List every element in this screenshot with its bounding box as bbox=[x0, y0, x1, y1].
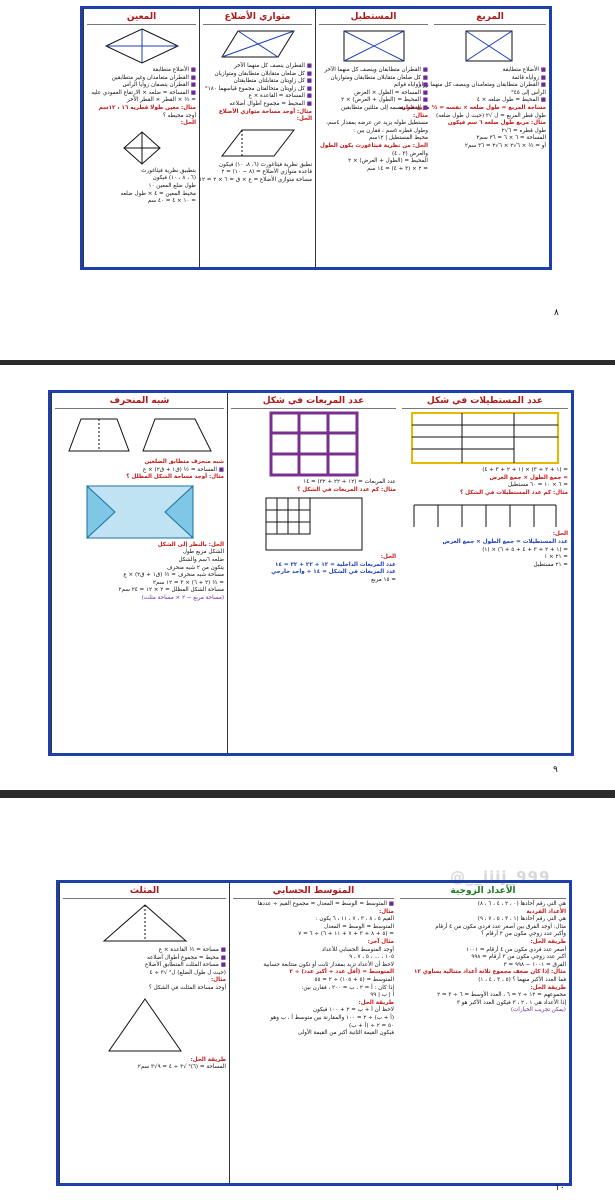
rhombus-figure bbox=[102, 27, 182, 65]
text-line: لاحظ أن أ + ب = ٢ + ١٠٠ فيكون bbox=[313, 1007, 394, 1014]
page-number: ١٠ bbox=[555, 1183, 565, 1193]
text-line: الحل: bbox=[552, 531, 568, 538]
text-line: = جمع الطول × جمع العرض bbox=[489, 474, 568, 481]
text-line: ■ المتوسط = الوسط = المعدل = مجموع القيم ÷ عددها bbox=[233, 901, 394, 909]
text-line: ■ محيط = مجموع أطوال أضلاعه bbox=[63, 955, 226, 963]
text-line: طريقة الحل: bbox=[190, 1056, 226, 1063]
text-line: الحل: bbox=[380, 554, 396, 561]
text-line: طول ضلع المعين ١٠ bbox=[148, 182, 196, 189]
text-line: الحل: من نظرية فيثاغورث يكون الطول bbox=[320, 142, 428, 149]
text-line: أو = ½ × ٦√٢ × ٦√٢ = ٣٦ سم٢ bbox=[464, 142, 546, 149]
page-frame bbox=[80, 6, 552, 270]
text-line: (أ + ب) ÷ ٢ = ١٠٠ والمقارنة بين متوسط أ ، ب وهو bbox=[270, 1014, 394, 1021]
text-line: الحل: bbox=[296, 116, 312, 123]
text-line: فيكون القيمة الثانية أكبر من القيمة الأولى bbox=[297, 1030, 394, 1037]
text-line: عدد المربعات في الشكل = ١٤ + واحد خارجي bbox=[271, 569, 396, 576]
text-line: مثال: معين طولا قطريه ١٦ ، ١٢سم bbox=[98, 104, 196, 111]
text-line: ■ المساحة = ½ (ق١ + ق٢) × ع bbox=[55, 467, 224, 475]
text-line: طول قطره = ٦√٢ bbox=[501, 127, 546, 134]
text-line: ■ مساحة المثلث المتطابق الأضلاع bbox=[63, 962, 226, 970]
column-title: المستطيل bbox=[319, 11, 428, 25]
text-line: أوجد مساحة المثلث في الشكل ؟ bbox=[148, 984, 226, 991]
text-line: الشكل مربع طول bbox=[182, 549, 224, 556]
parallelogram-figure bbox=[218, 27, 298, 61]
text-line: مستطيل طوله يزيد عن عرضه بمقدار ٤سم، bbox=[326, 120, 428, 127]
text-line: = ١٠ × ٤ = ٤٠ سم bbox=[147, 198, 196, 205]
squares-grid-figure bbox=[269, 411, 359, 477]
text-line: ■ زواياه قائمة bbox=[434, 75, 546, 83]
column-title: الأعداد الزوجية bbox=[400, 885, 566, 899]
text-line: وطول قطره ٥سم ، فقارن بين : bbox=[353, 127, 428, 134]
text-line: مساحة المربع = طول ضلعه × نفسه = ½ مربع قطره bbox=[398, 104, 546, 111]
text-line: المتوسط = الوسط = المعدل bbox=[324, 923, 394, 930]
text-line: مثال: أوجد مساحة الشكل المظلل ؟ bbox=[126, 474, 224, 481]
text-line: الأعداد الفردية bbox=[526, 908, 566, 915]
text-line: (حيث ل طول الضلع) ل² √٣ ÷ ٤ bbox=[149, 969, 226, 976]
text-line: ■ كل زاويتان متقابلتان متطابقتان bbox=[203, 78, 312, 86]
equilateral-triangle-figure bbox=[105, 995, 185, 1055]
text-line: المساحة = ٦ × ٦ = ٣٦ سم٢ bbox=[476, 135, 546, 142]
text-line: مثال: كم عدد المستطيلات في الشكل ؟ bbox=[459, 489, 568, 496]
text-line: طريقة الحل: bbox=[530, 984, 566, 991]
text-line: المتوسط = (أقل عدد + أكبر عدد) ÷ ٢ bbox=[289, 969, 394, 976]
text-line: مثال: أوجد الفرق بين أصغر عدد فردي مكون من ٤ أرقام bbox=[435, 923, 566, 930]
text-line: مثال: إذا كان ضعف مجموع ثلاثة أعداد متتالية يساوي ١٢ bbox=[414, 969, 566, 976]
text-line: ■ كل زاويتان متحالفتان مجموع قياسهما ١٨٠° bbox=[203, 86, 312, 94]
column-parallelogram bbox=[199, 9, 315, 267]
column-title: عدد المستطيلات في شكل bbox=[402, 395, 568, 409]
text-line: مثال: bbox=[379, 908, 394, 915]
text-line: هي التي رقم آحادها (١ ، ٣ ، ٥ ، ٧ ، ٩) bbox=[477, 916, 566, 923]
column-title: شبه المنحرف bbox=[55, 395, 224, 409]
text-line: نطبق نظرية فيثاغورث (٦، ٨، ١٠) فيكون bbox=[219, 161, 312, 168]
text-line: (مساحة مربع − ٢ × مساحة مثلث) bbox=[141, 594, 224, 601]
shaded-bowtie-figure bbox=[85, 484, 195, 540]
text-line: عدد المربعات الداخلية = ١٢ + ٢٢ + ٣٢ = ١٤ bbox=[275, 561, 396, 568]
text-line: = ١٥ مربع bbox=[371, 576, 396, 583]
text-line: أ | ب | ٩٩ bbox=[370, 992, 394, 999]
text-line: المساحة = (٦)² √٣ ÷ ٤ = ٩√٣ سم٢ bbox=[137, 1064, 226, 1071]
column-triangle bbox=[59, 883, 229, 1183]
text-line: = ½ × القطر × القطر الآخر bbox=[127, 97, 196, 104]
text-line: عدد المستطيلات = جمع الطول × جمع العرض bbox=[442, 538, 568, 545]
text-line: إذا الأعداد هي ١ ، ٢ ، ٣ فيكون العدد الأكبر هو ٣ bbox=[456, 999, 566, 1006]
text-line: لاحظ أن الأعداد تزيد بمقدار ثابت أو تكون متتابعة حسابية bbox=[263, 961, 394, 968]
text-line: طول قطر المربع = ل √٢ (حيث ل طول ضلعه) bbox=[436, 112, 546, 119]
text-line: مساحة شبه منحرف = ½ (ق١ + ق٢) × ع bbox=[123, 572, 224, 579]
text-line: = (١ + ٢ + ٣ + ٤ + ٥ + ٦) × (١) bbox=[482, 546, 568, 553]
column-rhombus bbox=[83, 9, 199, 267]
page-frame bbox=[56, 880, 572, 1186]
text-line: طريقة الحل: bbox=[530, 938, 566, 945]
text-line: ٥٠ = ٢ ÷ (أ + ب) bbox=[349, 1022, 394, 1029]
column-title: المثلث bbox=[63, 885, 226, 899]
text-line: المتوسط = (٥ + ١٠٥) ÷ ٢ = ٥٥ bbox=[314, 976, 394, 983]
column-trapezoid bbox=[51, 393, 227, 753]
trapezoid-figures bbox=[65, 411, 215, 457]
text-line: الفرق = ١٠٠١ − ٩٩٨ = ٣ bbox=[503, 961, 566, 968]
text-line: طريقة الحل: bbox=[358, 999, 394, 1006]
parallelogram-example-figure bbox=[218, 126, 298, 160]
text-line: أصغر عدد فردي مكون من ٤ أرقام = ١٠٠١ bbox=[466, 946, 566, 953]
text-line: ■ القطر يقسمه إلى مثلثين متطابقين bbox=[319, 105, 428, 113]
column-title: المعين bbox=[87, 11, 196, 25]
text-line: الحل: bbox=[180, 120, 196, 127]
rectangles-grid-figure bbox=[410, 411, 560, 465]
column-arithmetic-mean bbox=[229, 883, 397, 1183]
column-title: المربع bbox=[434, 11, 546, 25]
text-line: = (١ + ٢ + ٣) × (١ + ٢ + ٣ + ٤) bbox=[482, 467, 568, 473]
text-line: ■ زواياه قوائم bbox=[319, 82, 428, 90]
column-title: المتوسط الحسابي bbox=[233, 885, 394, 899]
column-count-rectangles bbox=[399, 393, 571, 753]
text-line: فما العدد الأكبر منهما ؟ (٥ ، ٣ ، ٤ ، ١) bbox=[478, 976, 566, 983]
text-line: والعرض (٣ ، ٤) bbox=[391, 150, 428, 157]
text-line: محيط المستطيل | ١٢سم bbox=[369, 135, 428, 142]
text-line: ■ كل ضلعان متقابلان متطابقان ومتوازيان bbox=[319, 75, 428, 83]
square-figure bbox=[460, 27, 520, 65]
worksheet-page-10 bbox=[0, 798, 615, 1200]
text-line: مثال: أوجد مساحة متوازي الأضلاع bbox=[218, 108, 312, 115]
text-line: الرأس إلى ٤٥° bbox=[510, 89, 546, 96]
text-line: ■ الأضلاع متطابقة bbox=[434, 67, 546, 75]
text-line: ■ مساحة = ½ القاعدة × ع bbox=[63, 947, 226, 955]
text-line: ■ المحيط = مجموع أطوال أضلاعه bbox=[203, 101, 312, 109]
triangle-figure bbox=[100, 901, 190, 945]
page-number: ٩ bbox=[553, 765, 558, 775]
text-line: (٦ ، ٨ ، ١٠) فيكون bbox=[152, 175, 196, 182]
text-line: الحل: بالنظر إلى الشكل bbox=[157, 541, 224, 548]
text-line: ضلعه ٦سم والشكل bbox=[178, 556, 224, 563]
column-title: متوازي الأضلاع bbox=[203, 11, 312, 25]
text-line: = (٥ + ٨ + ٣ + ٧ + ١١ + ٦) ÷ ٦ = ٧ bbox=[298, 931, 394, 938]
text-line: قاعدة متوازي الأضلاع = (٨ − ١٠) = ٢ bbox=[221, 169, 312, 176]
text-line: بتطبيق نظرية فيثاغورث bbox=[141, 167, 196, 174]
text-line: القيم ٥ ، ٨ ، ٣ ، ٧ ، ١١ ، ٦ يكون : bbox=[315, 916, 394, 923]
text-line: مجموعهم = ١٢ ÷ ٢ = ٦ ، العدد الأوسط = ٦ ÷ ٣ = ٢ bbox=[437, 992, 566, 999]
text-line: شبه منحرف متطابق الضلعين bbox=[144, 459, 224, 465]
squares-example-figure bbox=[264, 496, 364, 552]
text-line: ١٠٥ ، ... ، ٥ ، ٧ ، ٩ bbox=[349, 954, 394, 961]
text-line: ■ المحيط = (الطول + العرض) × ٢ bbox=[319, 97, 428, 105]
text-line: هي التي رقم آحادها (٠ ، ٢ ، ٤ ، ٦ ، ٨) bbox=[477, 901, 566, 907]
text-line: عدد المربعات = (١٢ + ٢٢ + ٣٢) = ١٤ bbox=[303, 479, 396, 485]
text-line: مثال: مربع طول ضلعه ٦ سم فيكون bbox=[447, 120, 546, 127]
rectangle-figure bbox=[338, 27, 410, 65]
text-line: = ٢١ مستطيل bbox=[533, 561, 568, 568]
text-line: = ٢١ × ١ bbox=[544, 554, 568, 561]
text-line: ■ القطران متطابقان ومتعامدان وينصف كل منهما زوايا bbox=[434, 82, 546, 90]
column-even-odd-numbers bbox=[397, 883, 569, 1183]
text-line: ■ المساحة = الطول × العرض bbox=[319, 90, 428, 98]
text-line: مثال: كم عدد المربعات في الشكل ؟ bbox=[297, 486, 396, 493]
text-line: = ٦ × ١٠ = ٦٠ مستطيل bbox=[508, 482, 568, 489]
text-line: ■ كل ضلعان متقابلان متطابقان ومتوازيان bbox=[203, 71, 312, 79]
text-line: ■ المساحة = القاعدة × ع bbox=[203, 93, 312, 101]
column-rectangle bbox=[315, 9, 431, 267]
text-line: مساحة متوازي الأضلاع = ع × ق = ٦ × ٢ = ١٢ bbox=[198, 176, 312, 183]
text-line: محيط المعين = ٤ × طول ضلعه bbox=[120, 190, 196, 197]
text-line: ■ القطران ينصف كل منهما الآخر bbox=[203, 63, 312, 71]
text-line: ■ القطران متطابقان وينصف كل منهما الآخر bbox=[319, 67, 428, 75]
column-count-squares bbox=[227, 393, 399, 753]
text-line: ■ القطران متعامدان وغير متطابقين bbox=[87, 75, 196, 83]
text-line: = ٢ × (٣ + ٤) = ١٤ سم bbox=[367, 165, 428, 172]
worksheet-page-9 bbox=[0, 365, 615, 790]
column-title: عدد المربعات في شكل bbox=[231, 395, 396, 409]
text-line: يتكون من ٢ شبه منحرف bbox=[166, 564, 224, 571]
text-line: مساحة الشكل المظلل = ٢ × ١٢ = ٢٤ سم٢ bbox=[118, 587, 224, 594]
text-line: أوجد محيطه ؟ bbox=[162, 112, 196, 119]
watermark: @__iiij_999 bbox=[450, 868, 551, 886]
text-line: (يمكن تجريب الخيارات) bbox=[510, 1007, 566, 1014]
text-line: = ½ (٢ + ٦) × ٣ = ١٢ سم٢ bbox=[152, 579, 224, 586]
page-number: ٨ bbox=[554, 308, 559, 318]
text-line: ■ القطران ينصفان زوايا الرأس bbox=[87, 82, 196, 90]
text-line: أوجد المتوسط الحسابي للأعداد bbox=[321, 946, 394, 953]
rhombus-example-figure bbox=[122, 130, 162, 166]
text-line: إذا كان : أ = ٢ ، ب = ٢٠٠ ، فقارن بين: bbox=[301, 984, 394, 991]
text-line: ■ الأضلاع متطابقة bbox=[87, 67, 196, 75]
text-line: مثال: bbox=[413, 112, 428, 119]
text-line: ■ المحيط = طول ضلعه × ٤ bbox=[434, 97, 546, 105]
rectangles-example-figure bbox=[410, 499, 560, 529]
page-frame bbox=[48, 390, 574, 756]
worksheet-page-8 bbox=[0, 0, 615, 360]
text-line: مثال: bbox=[211, 977, 226, 984]
text-line: مثال آخر: bbox=[367, 938, 394, 945]
text-line: المحيط = (الطول + العرض) × ٢ bbox=[348, 158, 428, 165]
text-line: أكبر عدد زوجي مكون من ٣ أرقام = ٩٩٨ bbox=[471, 954, 566, 961]
text-line: ■ المساحة = ضلعه × الارتفاع العمودي عليه bbox=[87, 90, 196, 98]
text-line: وأكبر عدد زوجي مكون من ٣ أرقام ؟ bbox=[481, 931, 566, 938]
